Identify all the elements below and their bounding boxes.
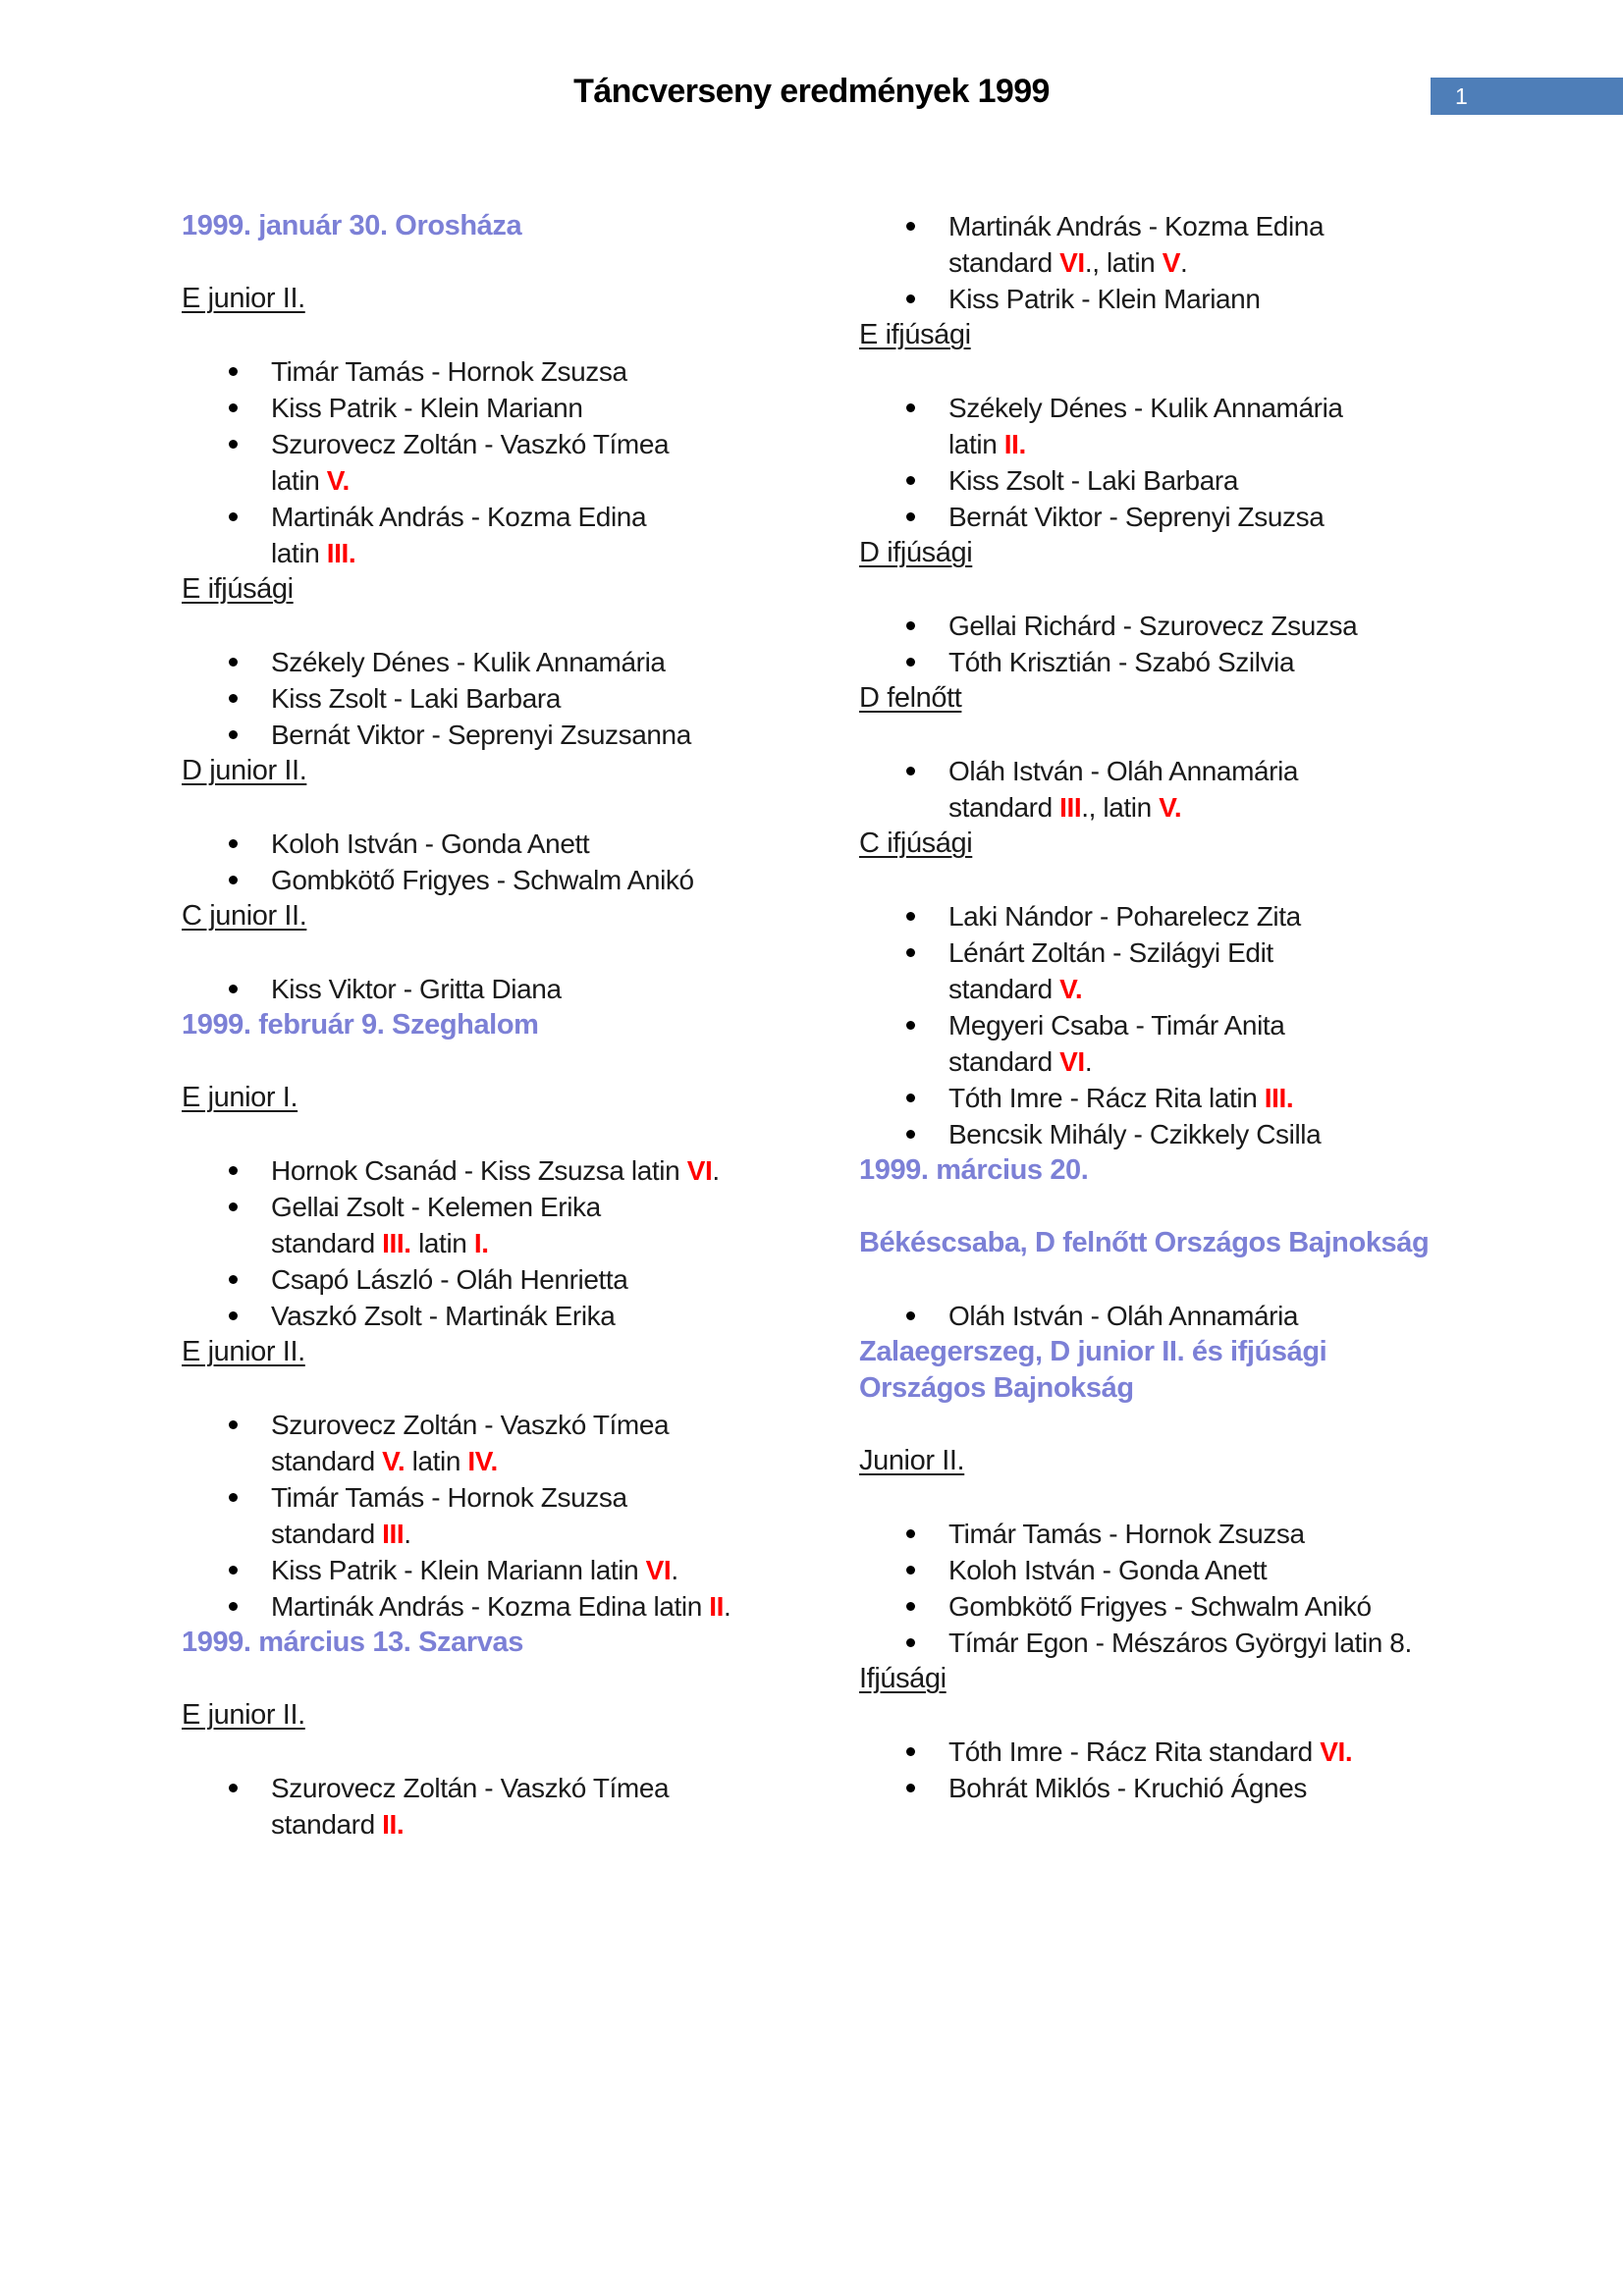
result-line [948, 426, 1468, 462]
result-line [948, 644, 1468, 680]
result-text: Lénárt Zoltán - Szilágyi Edit [948, 937, 1273, 968]
date-heading-line: Zalaegerszeg, D junior II. és ifjúsági [859, 1336, 1327, 1367]
result-text: . [724, 1591, 731, 1622]
result-ranking: VI [1059, 247, 1085, 278]
result-text: standard [948, 974, 1060, 1004]
date-heading-line: 1999. március 13. Szarvas [182, 1627, 523, 1658]
result-text: Tóth Krisztián - Szabó Szilvia [948, 647, 1295, 677]
result-item [182, 1152, 790, 1189]
result-line [271, 1588, 790, 1625]
result-line [271, 1298, 790, 1334]
result-item [182, 971, 790, 1007]
date-heading-line: 1999. február 9. Szeghalom [182, 1009, 539, 1041]
result-item [859, 1516, 1468, 1552]
result-text: standard [948, 792, 1060, 823]
category-heading-row [859, 1661, 1468, 1697]
page-number: 1 [1455, 82, 1468, 109]
result-item [182, 1407, 790, 1479]
category-heading-row [182, 1697, 790, 1734]
result-item [859, 753, 1468, 826]
date-heading-line: Békéscsaba, D felnőtt Országos Bajnokság [859, 1227, 1430, 1258]
result-ranking: III [1059, 792, 1082, 823]
category-heading: E junior I. [182, 1082, 298, 1113]
category-heading-row [859, 1443, 1468, 1479]
results-list [182, 971, 790, 1007]
result-ranking: VI [645, 1555, 672, 1585]
result-item [859, 208, 1468, 281]
result-ranking: VI [1059, 1046, 1085, 1077]
result-text: Hornok Csanád - Kiss Zsuzsa latin [271, 1155, 687, 1186]
result-text: Tóth Imre - Rácz Rita standard [948, 1736, 1321, 1767]
result-line [271, 462, 790, 499]
result-ranking: V. [382, 1446, 406, 1476]
column-left [182, 208, 790, 1842]
result-line [271, 426, 790, 462]
date-heading-line: Országos Bajnokság [859, 1372, 1134, 1404]
result-line [271, 1516, 790, 1552]
result-item [859, 644, 1468, 680]
result-ranking: III. [1264, 1083, 1294, 1113]
date-heading [182, 1007, 790, 1043]
result-text: standard [271, 1809, 383, 1840]
result-text: Szurovecz Zoltán - Vaszkó Tímea [271, 1773, 670, 1803]
result-line [948, 971, 1468, 1007]
category-heading: Junior II. [859, 1445, 965, 1476]
result-line [948, 789, 1468, 826]
result-text: latin [405, 1446, 468, 1476]
category-heading-row [859, 826, 1468, 862]
result-text: Tímár Egon - Mészáros Györgyi latin 8. [948, 1628, 1412, 1658]
result-item [859, 1080, 1468, 1116]
result-line [948, 1116, 1468, 1152]
results-list [859, 1516, 1468, 1661]
result-text: Bohrát Miklós - Kruchió Ágnes [948, 1773, 1308, 1803]
result-line [271, 499, 790, 535]
result-item [859, 608, 1468, 644]
category-heading: C ifjúsági [859, 828, 973, 859]
result-item [182, 1552, 790, 1588]
result-text: Bernát Viktor - Seprenyi Zsuzsanna [271, 720, 691, 750]
result-line [948, 499, 1468, 535]
result-text: Kiss Patrik - Klein Mariann [271, 393, 583, 423]
result-ranking: II [709, 1591, 725, 1622]
result-item [182, 1261, 790, 1298]
result-text: Csapó László - Oláh Henrietta [271, 1264, 628, 1295]
result-text: . [712, 1155, 720, 1186]
document-title: Táncverseny eredmények 1999 [573, 73, 1050, 110]
result-ranking: II. [1003, 429, 1026, 459]
result-item [182, 1298, 790, 1334]
result-text: Timár Tamás - Hornok Zsuzsa [948, 1519, 1305, 1549]
result-line [948, 1625, 1468, 1661]
category-heading: E junior II. [182, 1336, 305, 1367]
category-heading: E junior II. [182, 1699, 305, 1731]
column-right [859, 208, 1468, 1806]
category-heading: D felnőtt [859, 682, 962, 714]
date-heading [182, 208, 790, 244]
result-item [182, 644, 790, 680]
result-text: Kiss Patrik - Klein Mariann [948, 284, 1261, 314]
result-ranking: III [382, 1519, 405, 1549]
result-ranking: III. [382, 1228, 411, 1258]
result-text: Vaszkó Zsolt - Martinák Erika [271, 1301, 616, 1331]
result-item [182, 862, 790, 898]
category-heading-row [859, 317, 1468, 353]
results-list [859, 208, 1468, 317]
result-text: Megyeri Csaba - Timár Anita [948, 1010, 1285, 1041]
result-text: Oláh István - Oláh Annamária [948, 756, 1299, 786]
result-line [271, 535, 790, 571]
result-line [948, 462, 1468, 499]
results-list [182, 826, 790, 898]
results-list [182, 1407, 790, 1625]
result-item [859, 1298, 1468, 1334]
result-line [948, 281, 1468, 317]
results-list [182, 353, 790, 571]
result-line [271, 717, 790, 753]
result-line [948, 1734, 1468, 1770]
result-item [859, 390, 1468, 462]
result-line [271, 353, 790, 390]
result-item [859, 1007, 1468, 1080]
result-line [271, 1770, 790, 1806]
result-item [859, 1625, 1468, 1661]
result-item [859, 1552, 1468, 1588]
result-ranking: V. [1159, 792, 1182, 823]
result-text: Gombkötő Frigyes - Schwalm Anikó [271, 865, 694, 895]
result-text: Timár Tamás - Hornok Zsuzsa [271, 1482, 627, 1513]
category-heading-row [182, 281, 790, 317]
result-line [948, 1588, 1468, 1625]
results-list [859, 898, 1468, 1152]
result-line [948, 1516, 1468, 1552]
result-line [271, 1152, 790, 1189]
result-text: Kiss Viktor - Gritta Diana [271, 974, 562, 1004]
page-number-badge [1431, 78, 1623, 115]
result-text: Koloh István - Gonda Anett [948, 1555, 1268, 1585]
result-text: ., latin [1081, 792, 1160, 823]
result-item [859, 462, 1468, 499]
result-text: Bernát Viktor - Seprenyi Zsuzsa [948, 502, 1325, 532]
result-line [948, 208, 1468, 244]
result-line [271, 1261, 790, 1298]
result-item [182, 826, 790, 862]
result-line [271, 1806, 790, 1842]
category-heading: E junior II. [182, 283, 305, 314]
category-heading: Ifjúsági [859, 1663, 947, 1694]
result-text: standard [271, 1519, 383, 1549]
result-line [271, 680, 790, 717]
result-ranking: V. [1059, 974, 1083, 1004]
result-text: Szurovecz Zoltán - Vaszkó Tímea [271, 1410, 670, 1440]
result-text: ., latin [1084, 247, 1163, 278]
result-item [182, 353, 790, 390]
result-text: latin [948, 429, 1004, 459]
results-list [859, 390, 1468, 535]
result-text: standard [271, 1446, 383, 1476]
category-heading-row [182, 753, 790, 789]
result-line [271, 1225, 790, 1261]
category-heading: D ifjúsági [859, 537, 973, 568]
date-heading [859, 1152, 1468, 1189]
result-text: Székely Dénes - Kulik Annamária [271, 647, 666, 677]
result-item [859, 1588, 1468, 1625]
result-text: latin [271, 465, 327, 496]
category-heading-row [182, 898, 790, 934]
result-line [271, 1443, 790, 1479]
result-text: Szurovecz Zoltán - Vaszkó Tímea [271, 429, 670, 459]
result-text: Kiss Zsolt - Laki Barbara [271, 683, 561, 714]
result-line [948, 898, 1468, 934]
result-item [859, 1770, 1468, 1806]
result-item [859, 934, 1468, 1007]
result-line [948, 1298, 1468, 1334]
result-line [948, 244, 1468, 281]
date-heading-line: 1999. január 30. Orosháza [182, 210, 522, 241]
result-text: latin [271, 538, 327, 568]
result-line [948, 1007, 1468, 1043]
result-ranking: I. [473, 1228, 489, 1258]
result-item [859, 1734, 1468, 1770]
result-text: Martinák András - Kozma Edina [271, 502, 647, 532]
result-ranking: II. [382, 1809, 405, 1840]
result-line [948, 1043, 1468, 1080]
result-text: Martinák András - Kozma Edina [948, 211, 1325, 241]
category-heading-row [182, 1334, 790, 1370]
category-heading: E ifjúsági [182, 573, 294, 605]
category-heading: C junior II. [182, 900, 307, 932]
result-text: . [1179, 247, 1188, 278]
result-line [271, 1407, 790, 1443]
result-ranking: IV. [467, 1446, 498, 1476]
date-heading [182, 1625, 790, 1661]
result-item [182, 499, 790, 571]
result-text: Timár Tamás - Hornok Zsuzsa [271, 356, 627, 387]
result-line [948, 1770, 1468, 1806]
result-text: standard [948, 247, 1060, 278]
result-text: . [1084, 1046, 1093, 1077]
result-line [948, 1552, 1468, 1588]
result-text: Tóth Imre - Rácz Rita latin [948, 1083, 1265, 1113]
result-line [271, 971, 790, 1007]
result-item [859, 898, 1468, 934]
result-item [182, 680, 790, 717]
results-list [182, 1152, 790, 1334]
date-heading [859, 1334, 1468, 1407]
result-line [271, 1552, 790, 1588]
category-heading-row [182, 571, 790, 608]
result-line [948, 390, 1468, 426]
result-text: . [671, 1555, 678, 1585]
result-text: Bencsik Mihály - Czikkely Csilla [948, 1119, 1322, 1149]
result-ranking: III. [326, 538, 356, 568]
result-item [182, 717, 790, 753]
result-item [859, 499, 1468, 535]
results-list [182, 644, 790, 753]
result-ranking: VI [686, 1155, 713, 1186]
result-text: Gellai Richárd - Szurovecz Zsuzsa [948, 611, 1358, 641]
result-ranking: VI. [1320, 1736, 1353, 1767]
result-text: Gellai Zsolt - Kelemen Erika [271, 1192, 601, 1222]
result-item [182, 1588, 790, 1625]
result-text: standard [271, 1228, 383, 1258]
result-text: Gombkötő Frigyes - Schwalm Anikó [948, 1591, 1372, 1622]
category-heading-row [182, 1080, 790, 1116]
results-list [859, 1298, 1468, 1334]
results-list [859, 1734, 1468, 1806]
category-heading: D junior II. [182, 755, 307, 786]
result-item [859, 281, 1468, 317]
result-text: Kiss Zsolt - Laki Barbara [948, 465, 1238, 496]
date-heading-line: 1999. március 20. [859, 1154, 1089, 1186]
result-line [948, 608, 1468, 644]
result-text: Koloh István - Gonda Anett [271, 828, 590, 859]
result-line [271, 644, 790, 680]
results-list [859, 753, 1468, 826]
result-item [182, 1479, 790, 1552]
result-line [271, 862, 790, 898]
results-list [182, 1770, 790, 1842]
result-line [271, 1189, 790, 1225]
result-line [948, 753, 1468, 789]
result-line [271, 1479, 790, 1516]
result-text: latin [410, 1228, 474, 1258]
result-text: Martinák András - Kozma Edina latin [271, 1591, 710, 1622]
category-heading-row [859, 680, 1468, 717]
result-item [182, 1770, 790, 1842]
result-line [271, 390, 790, 426]
result-ranking: V [1162, 247, 1180, 278]
result-item [182, 1189, 790, 1261]
category-heading-row [859, 535, 1468, 571]
result-item [182, 426, 790, 499]
result-text: Kiss Patrik - Klein Mariann latin [271, 1555, 646, 1585]
result-text: Oláh István - Oláh Annamária [948, 1301, 1299, 1331]
result-ranking: V. [326, 465, 350, 496]
result-text: Székely Dénes - Kulik Annamária [948, 393, 1343, 423]
category-heading: E ifjúsági [859, 319, 971, 350]
date-heading [859, 1225, 1468, 1261]
result-text: . [404, 1519, 411, 1549]
result-item [182, 390, 790, 426]
result-line [271, 826, 790, 862]
result-item [859, 1116, 1468, 1152]
result-text: standard [948, 1046, 1060, 1077]
result-text: Laki Nándor - Poharelecz Zita [948, 901, 1301, 932]
result-line [948, 1080, 1468, 1116]
result-line [948, 934, 1468, 971]
results-list [859, 608, 1468, 680]
